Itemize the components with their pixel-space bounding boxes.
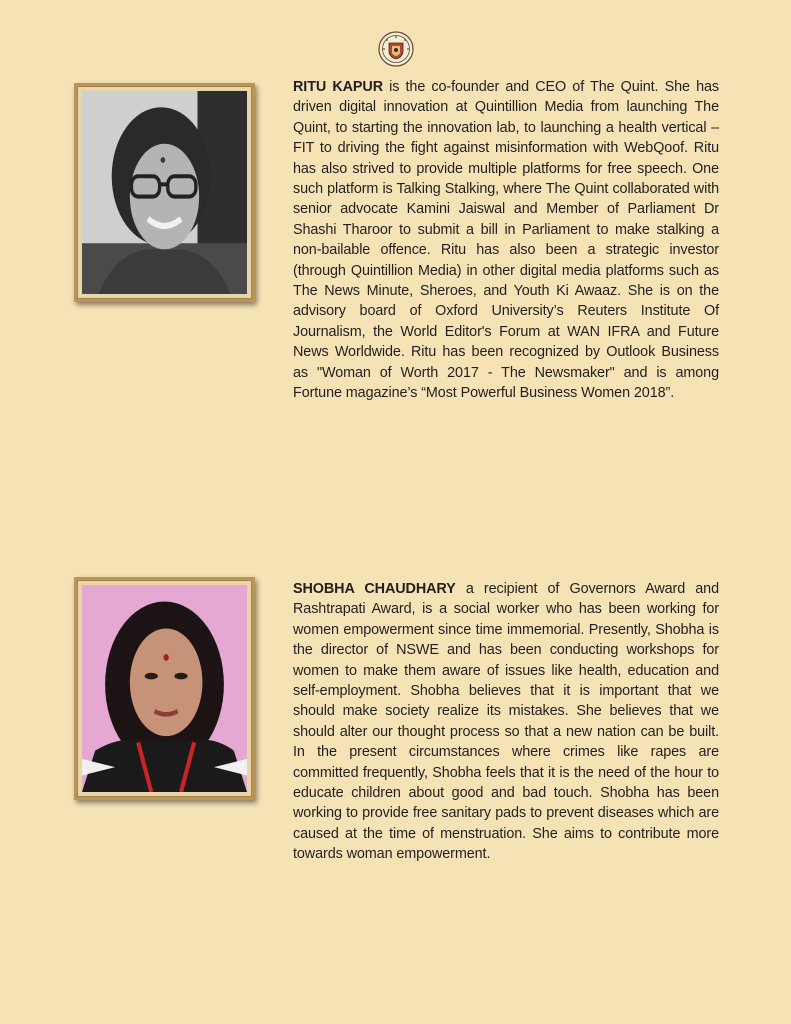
bio-text: a recipient of Governors Award and Rashtrapati Award, is a social worker who has been working for women empowerment since time immemorial. Presently, Shobha is the director of NSWE and has been conducting workshops for women to make them aware of issues like health, education and self-employment. Shobha believes that it is important that we should make society realize its mistakes. She believes that we should alter our thought process so that a new nation can be built. In the present circumstances where crimes like rapes are committed frequently, Shobha feels that it is the need of the hour to educate children about good and bad touch. Shobha has been working to provide free sanitary pads to prevent diseases which are caused at the time of menstruation. She aims to contribute more towards woman empowerment. bbox=[293, 581, 719, 863]
bio-ritu-kapur bbox=[293, 77, 719, 404]
profile-photo-shobha-chaudhary bbox=[74, 577, 255, 800]
bio-name: RITU KAPUR bbox=[293, 79, 384, 95]
bio-shobha-chaudhary bbox=[293, 579, 719, 865]
profile-photo-ritu-kapur bbox=[74, 83, 255, 302]
crest-logo-icon bbox=[378, 31, 414, 67]
bio-name: SHOBHA CHAUDHARY bbox=[293, 581, 456, 597]
bio-text: is the co-founder and CEO of The Quint. She has driven digital innovation at Quintillion Media from launching The Quint, to starting the innovation lab, to launching a health vertical – FIT to driving the fight against misinformation with WebQoof. Ritu has also strived to provide multiple platforms for free speech. One such platform is Talking Stalking, where The Quint collaborated with senior advocate Kamini Jaiswal and Member of Parliament Dr Shashi Tharoor to submit a bill in Parliament to make stalking a non-bailable offence. Ritu has also been a strategic investor (through Quintillion Media) in other digital media platforms such as The News Minute, Sheroes, and Youth Ki Awaaz. She is on the advisory board of Oxford University’s Reuters Institute Of Journalism, the World Editor's Forum at WAN IFRA and Future News Worldwide. Ritu has been recognized by Outlook Business as "Woman of Worth 2017 - The Newsmaker" and is among Fortune magazine’s “Most Powerful Business Women 2018”. bbox=[293, 79, 719, 402]
